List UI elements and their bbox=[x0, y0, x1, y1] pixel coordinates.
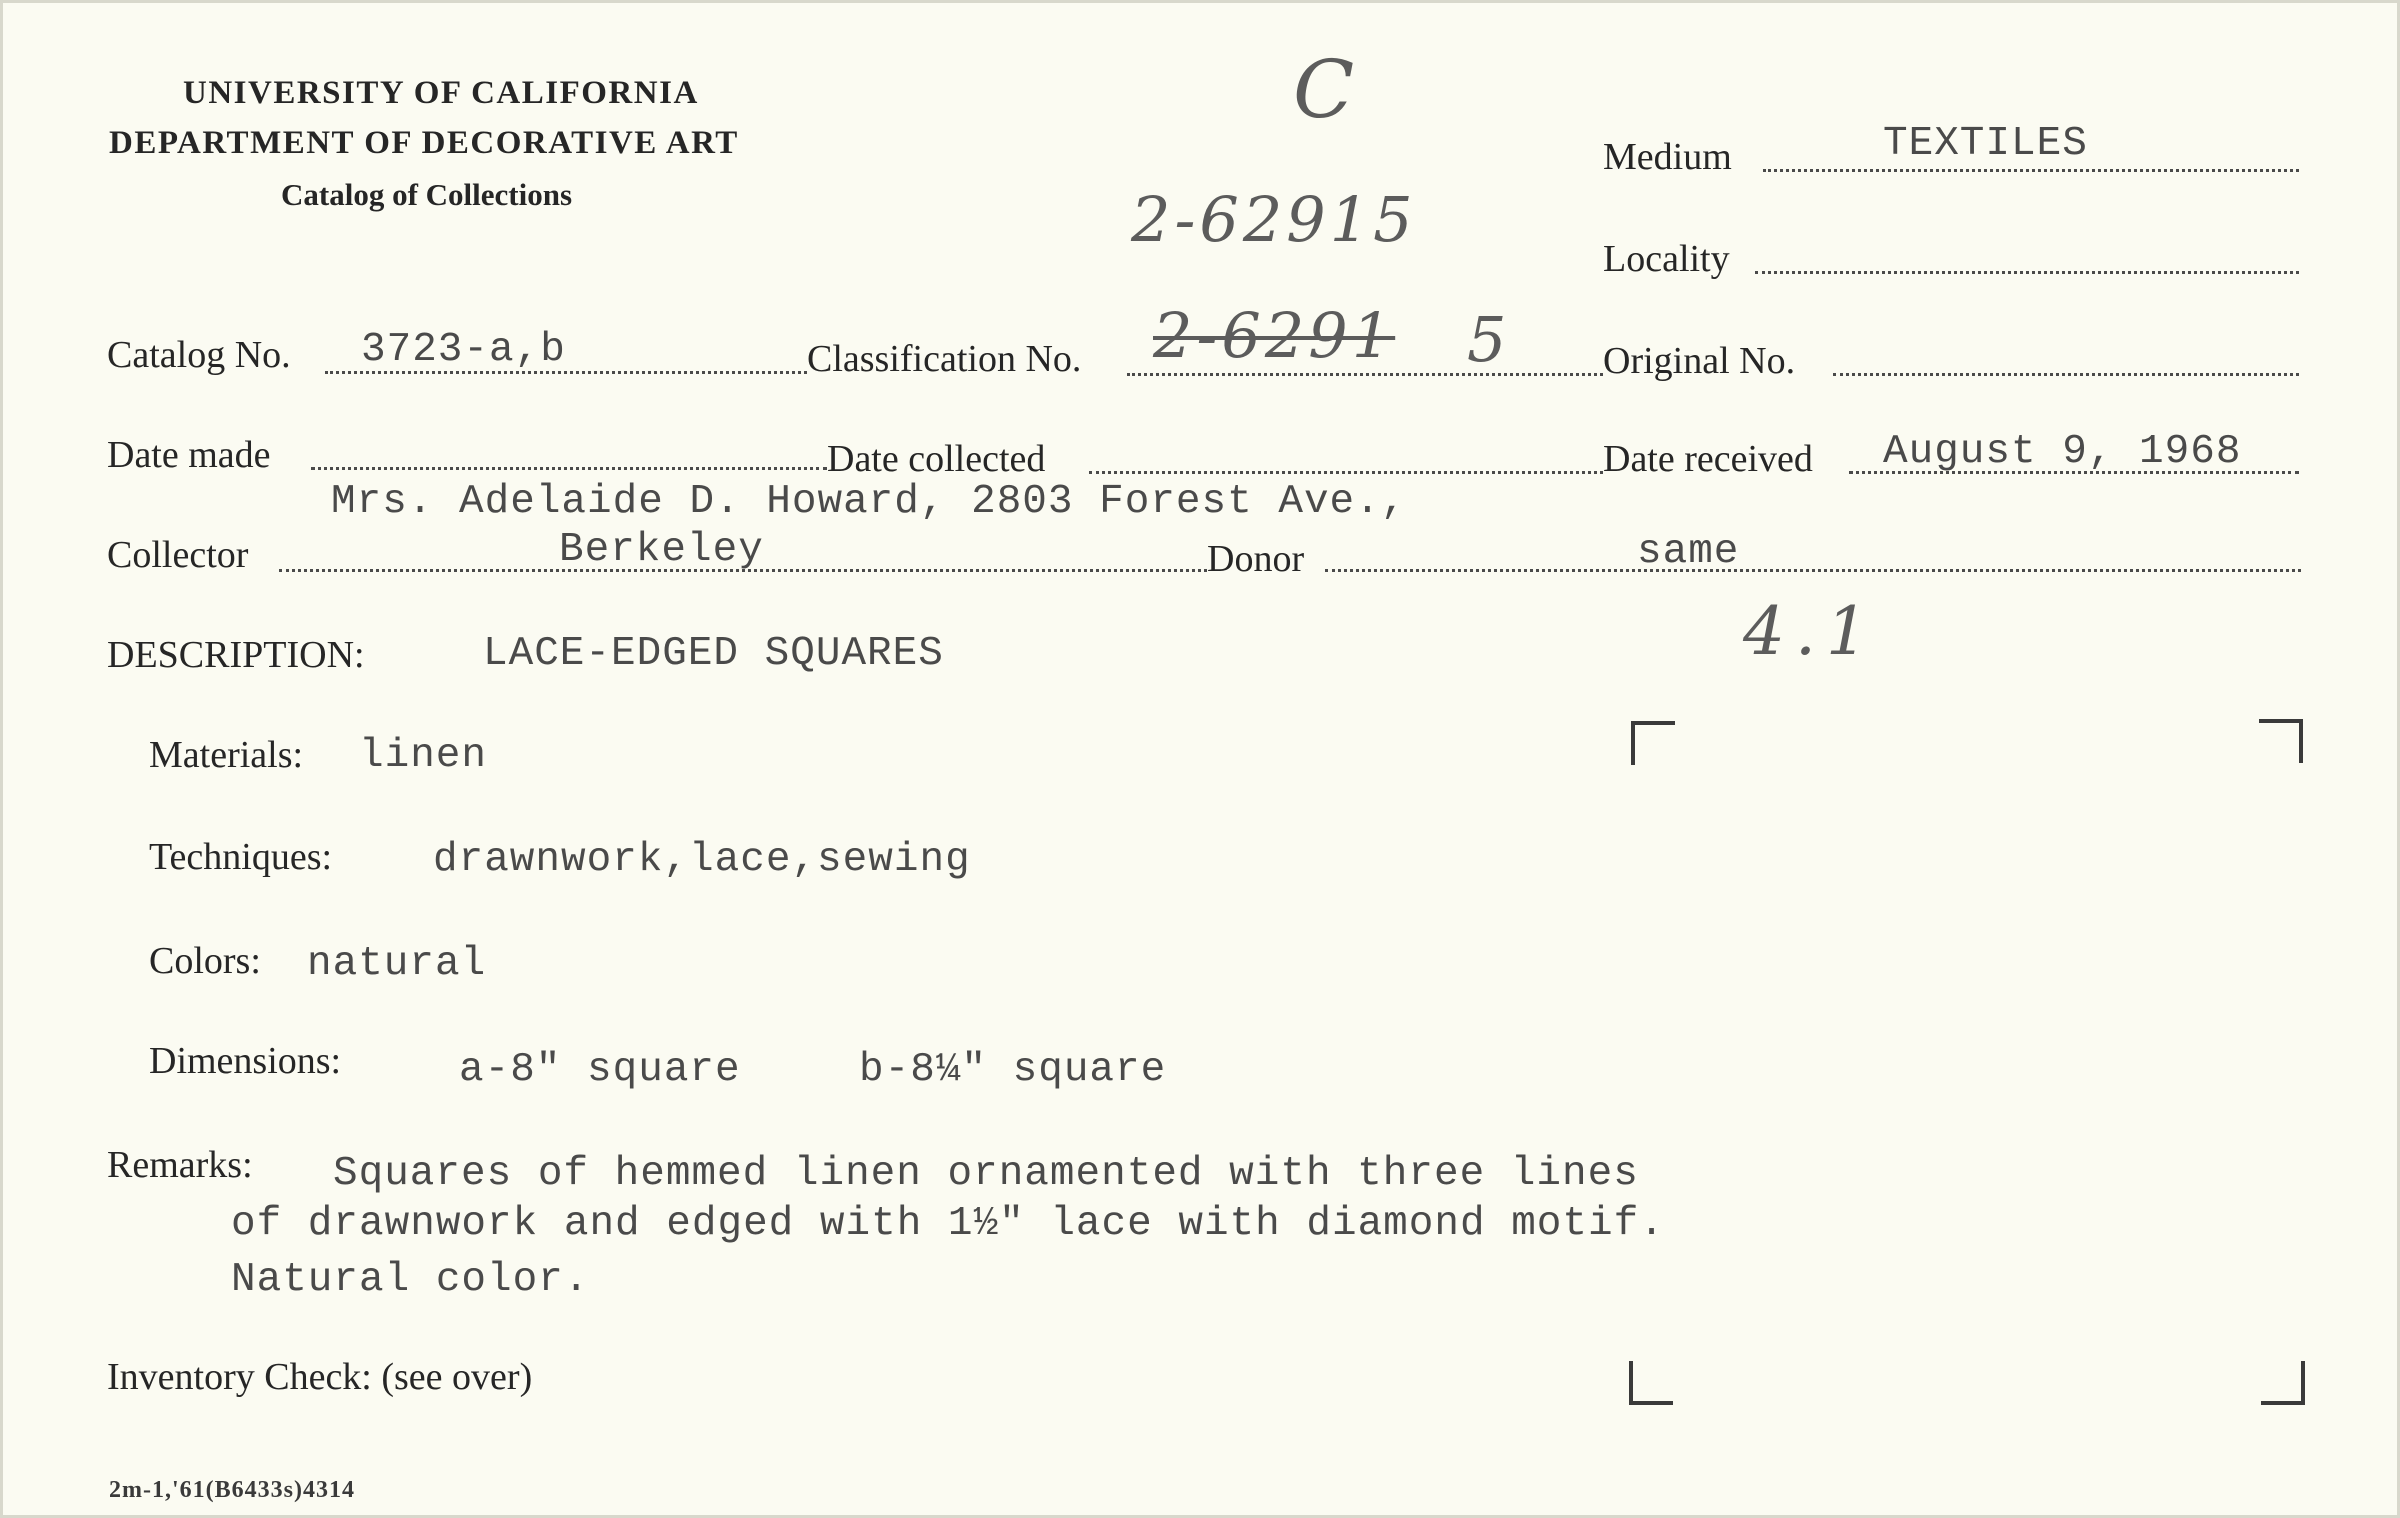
catalog-no-value: 3723-a,b bbox=[361, 327, 566, 373]
corner-bracket-bottom-left bbox=[1629, 1361, 1673, 1405]
medium-line bbox=[1763, 169, 2299, 172]
collector-value-line1: Mrs. Adelaide D. Howard, 2803 Forest Ave., bbox=[331, 479, 1407, 525]
materials-value: linen bbox=[359, 733, 488, 779]
handwritten-mark: 4.1 bbox=[1743, 593, 1878, 670]
department-name: DEPARTMENT OF DECORATIVE ART bbox=[109, 125, 739, 161]
description-label: DESCRIPTION: bbox=[107, 634, 365, 676]
corner-bracket-top-right bbox=[2259, 719, 2303, 763]
medium-value: TEXTILES bbox=[1883, 121, 2088, 167]
dimension-a-value: a-8" square bbox=[459, 1047, 741, 1093]
medium-label: Medium bbox=[1603, 136, 1732, 178]
classification-no-line bbox=[1127, 373, 1603, 376]
locality-label: Locality bbox=[1603, 238, 1730, 280]
date-received-label: Date received bbox=[1603, 438, 1813, 480]
institution-name: UNIVERSITY OF CALIFORNIA bbox=[183, 75, 699, 111]
dimensions-label: Dimensions: bbox=[149, 1040, 342, 1082]
remarks-line2: of drawnwork and edged with 1½" lace with diamond motif. bbox=[231, 1201, 1665, 1247]
inventory-check-label: Inventory Check: (see over) bbox=[107, 1356, 533, 1398]
handwritten-number: 2-62915 bbox=[1131, 183, 1417, 256]
remarks-label: Remarks: bbox=[107, 1144, 253, 1186]
remarks-line1: Squares of hemmed linen ornamented with three lines bbox=[333, 1151, 1639, 1197]
donor-line bbox=[1325, 569, 2301, 572]
techniques-value: drawnwork,lace,sewing bbox=[433, 837, 971, 883]
classification-no-struck: 2-6291 bbox=[1153, 299, 1396, 372]
donor-label: Donor bbox=[1207, 538, 1305, 580]
catalog-no-label: Catalog No. bbox=[107, 334, 291, 376]
locality-line bbox=[1755, 271, 2299, 274]
handwritten-letter: C bbox=[1293, 43, 1355, 136]
description-value: LACE-EDGED SQUARES bbox=[483, 631, 944, 677]
original-no-line bbox=[1833, 373, 2299, 376]
catalog-subtitle: Catalog of Collections bbox=[281, 177, 573, 212]
collector-label: Collector bbox=[107, 534, 249, 576]
date-made-line bbox=[311, 467, 827, 470]
corner-bracket-bottom-right bbox=[2261, 1361, 2305, 1405]
date-made-label: Date made bbox=[107, 434, 271, 476]
materials-label: Materials: bbox=[149, 734, 304, 776]
form-code: 2m-1,'61(B6433s)4314 bbox=[109, 1477, 355, 1503]
colors-value: natural bbox=[307, 941, 487, 987]
classification-no-label: Classification No. bbox=[807, 338, 1082, 380]
collector-value-line2: Berkeley bbox=[559, 527, 764, 573]
donor-value: same bbox=[1637, 529, 1740, 575]
classification-no-suffix: 5 bbox=[1467, 303, 1507, 376]
dimension-b-value: b-8¼" square bbox=[859, 1047, 1167, 1093]
corner-bracket-top-left bbox=[1631, 721, 1675, 765]
remarks-line3: Natural color. bbox=[231, 1257, 590, 1303]
colors-label: Colors: bbox=[149, 940, 261, 982]
date-collected-line bbox=[1089, 471, 1603, 474]
original-no-label: Original No. bbox=[1603, 340, 1796, 382]
techniques-label: Techniques: bbox=[149, 836, 333, 878]
date-received-value: August 9, 1968 bbox=[1883, 429, 2242, 475]
date-collected-label: Date collected bbox=[827, 438, 1046, 480]
